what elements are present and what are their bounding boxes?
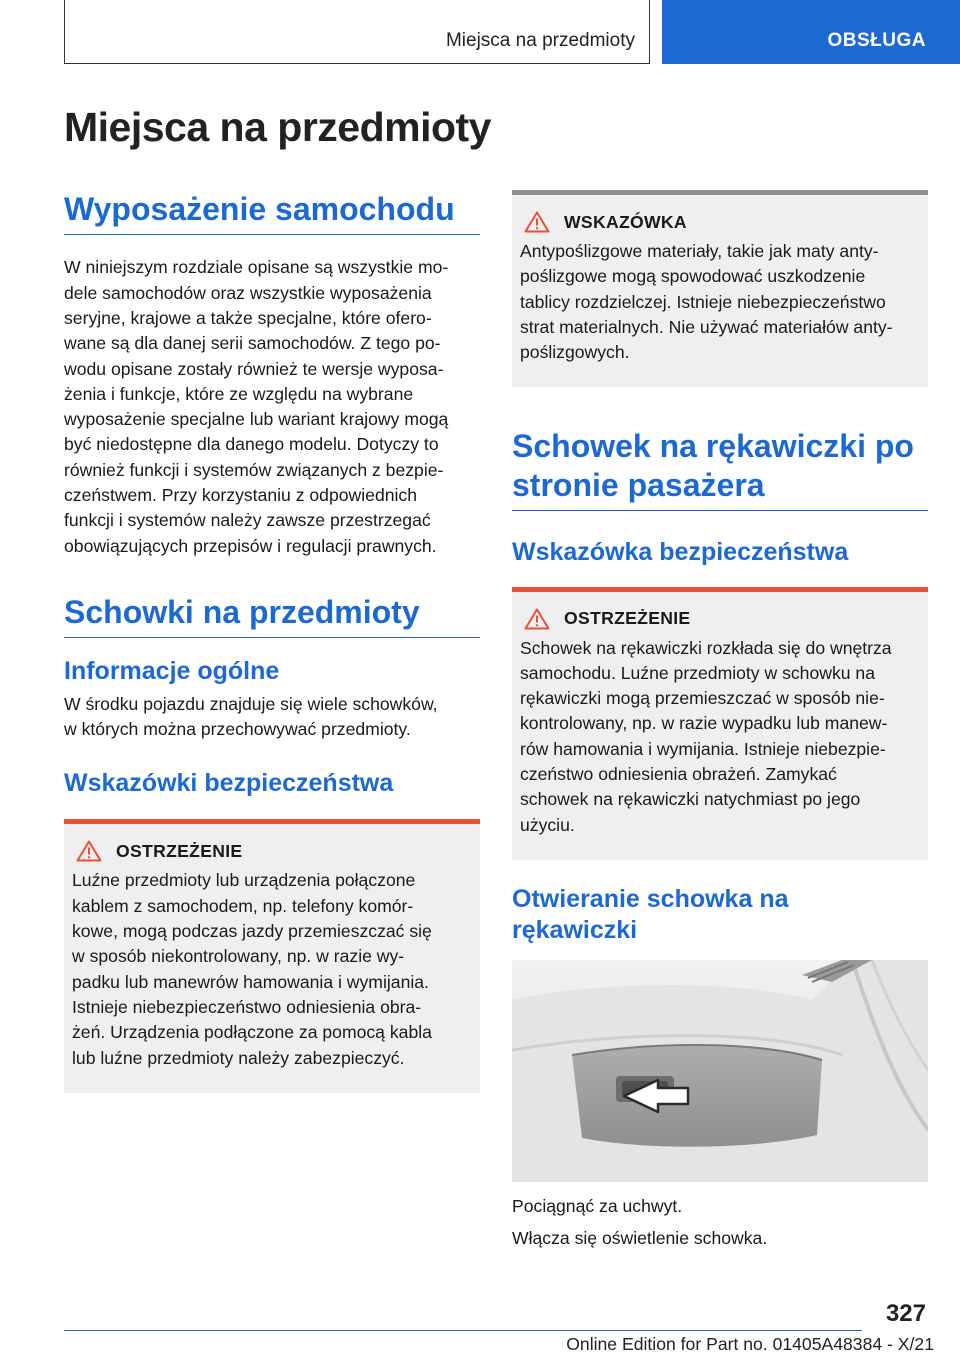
- subheading-safety-note: Wskazówka bezpieczeństwa: [512, 538, 849, 567]
- running-header: [64, 0, 650, 64]
- warning-label: OSTRZEŻENIE: [116, 840, 243, 861]
- note-label: WSKAZÓWKA: [564, 211, 687, 232]
- section-heading-glovebox: Schowek na rękawiczki po stronie pasażera: [512, 427, 928, 511]
- subheading-opening-glovebox: Otwieranie schowka na rękawiczki: [512, 884, 789, 945]
- step-light-on: Włącza się oświetlenie schowka.: [512, 1227, 768, 1248]
- general-info-paragraph: W środku pojazdu znajduje się wiele schowków, w których można przechowywać przedmioty.: [64, 693, 438, 739]
- page-title: Miejsca na przedmioty: [64, 104, 491, 150]
- section-heading-equipment: Wyposażenie samochodu: [64, 190, 480, 235]
- glovebox-photo: [512, 960, 928, 1182]
- step-pull-handle: Pociągnąć za uchwyt.: [512, 1196, 683, 1217]
- footer-edition: Online Edition for Part no. 01405A48384 - X/21: [566, 1334, 934, 1354]
- section-tab[interactable]: [662, 0, 960, 64]
- warning-text: Luźne przedmioty lub urządzenia połączone kablem z samochodem, np. telefony komór- kowe, mogą podczas jazdy przemieszczać się w sposób niekontrolowany, np. w razie wy- padku lub manewrów hamowania i wymijania. Istnieje niebezpieczeństwo odniesienia obra- żeń. Urządzenia podłączone za pomocą kabla lub luźne przedmioty należy zabezpieczyć.: [72, 870, 432, 1068]
- left-column: [64, 190, 480, 1093]
- page-number: 327: [885, 1300, 926, 1327]
- subheading-safety-notes: Wskazówki bezpieczeństwa: [64, 769, 394, 798]
- running-header-title: Miejsca na przedmioty: [445, 30, 635, 51]
- note-header: [520, 211, 920, 233]
- warning-triangle-icon: [76, 840, 102, 862]
- warning-header: [72, 840, 472, 862]
- note-box: [512, 190, 928, 387]
- note-text: Antypoślizgowe materiały, takie jak maty anty- poślizgowe mogą spowodować uszkodzenie tablicy rozdzielczej. Istnieje niebezpieczeństwo strat materialnych. Nie używać materiałów anty- poślizgowych.: [520, 241, 893, 363]
- warning-text: Schowek na rękawiczki rozkłada się do wnętrza samochodu. Luźne przedmioty w schowku na rękawiczki mogą przemieszczać w sposób nie- kontrolowany, np. w razie wypadku lub manew- rów hamowania i wymijania. Istnieje niebezpie- czeństwo odniesienia obrażeń. Zamykać schowek na rękawiczki natychmiast po jego użyciu.: [520, 637, 892, 835]
- equipment-paragraph: W niniejszym rozdziale opisane są wszystkie mo- dele samochodów oraz wszystkie wyposażenia seryjne, krajowe a także specjalne, które ofero- wane są dla danej serii samochodów. Z tego po- wodu opisane zostały również te wersje wyposa- żenia i funkcje, które ze względu na wybrane wyposażenie specjalne lub wariant krajowy mogą być niedostępne dla danego modelu. Dotyczy to również funkcji i systemów związanych z bezpie- czeństwem. Przy korzystaniu z odpowiednich funkcji i systemów należy zawsze przestrzegać obowiązujących przepisów i regulacji prawnych.: [64, 257, 449, 556]
- warning-header: [520, 608, 920, 630]
- subheading-general-info: Informacje ogólne: [64, 657, 280, 686]
- warning-triangle-icon: [524, 211, 550, 233]
- warning-box: [64, 819, 480, 1092]
- section-tab-label: OBSŁUGA: [827, 30, 926, 51]
- glovebox-illustration: [512, 960, 928, 1182]
- right-column: [512, 190, 928, 1251]
- warning-box: [512, 587, 928, 860]
- footer-rule: [64, 1330, 862, 1331]
- warning-triangle-icon: [524, 608, 550, 630]
- section-heading-storage: Schowki na przedmioty: [64, 593, 480, 638]
- warning-label: OSTRZEŻENIE: [564, 608, 691, 629]
